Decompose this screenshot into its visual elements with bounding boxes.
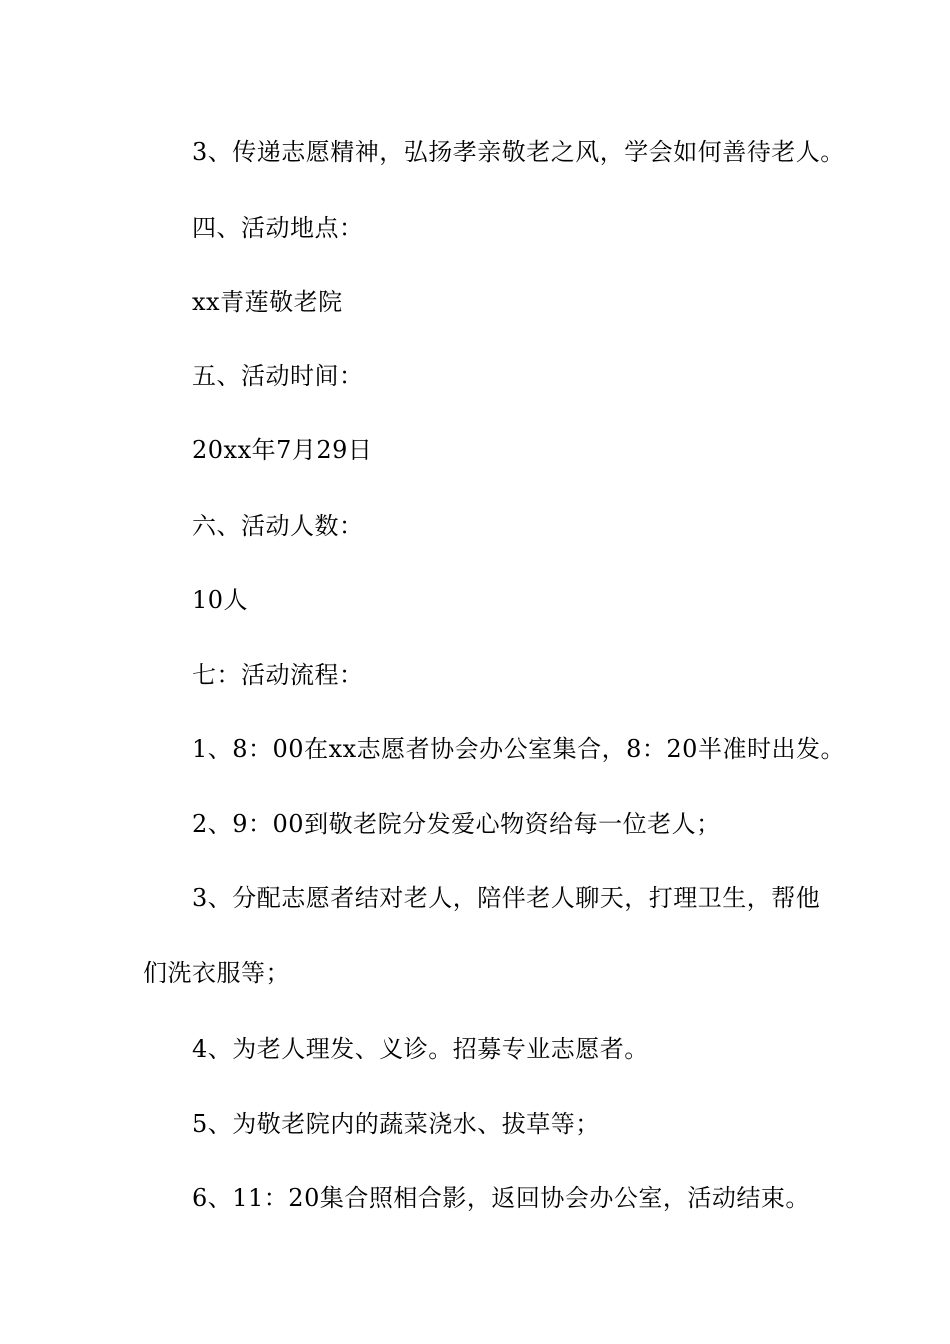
location-value: xx青莲敬老院 xyxy=(192,288,343,316)
process-item-2: 2、9：00到敬老院分发爱心物资给每一位老人； xyxy=(192,810,721,838)
time-value: 20xx年7月29日 xyxy=(192,436,373,464)
process-item-4: 4、为老人理发、义诊。招募专业志愿者。 xyxy=(192,1035,649,1063)
process-item-1: 1、8：00在xx志愿者协会办公室集合，8：20半准时出发。 xyxy=(192,735,845,763)
section-heading-time: 五、活动时间： xyxy=(192,362,364,390)
process-item-3-continued: 们洗衣服等； xyxy=(143,959,290,987)
process-item-3: 3、分配志愿者结对老人，陪伴老人聊天，打理卫生，帮他 xyxy=(192,884,821,912)
process-item-5: 5、为敬老院内的蔬菜浇水、拔草等； xyxy=(192,1110,600,1138)
process-item-6: 6、11：20集合照相合影，返回协会办公室，活动结束。 xyxy=(192,1184,810,1212)
purpose-item-3: 3、传递志愿精神，弘扬孝亲敬老之风，学会如何善待老人。 xyxy=(192,138,845,166)
section-heading-participants: 六、活动人数： xyxy=(192,512,364,540)
participants-value: 10人 xyxy=(192,586,249,614)
section-heading-process: 七：活动流程： xyxy=(192,661,364,689)
section-heading-location: 四、活动地点： xyxy=(192,214,364,242)
